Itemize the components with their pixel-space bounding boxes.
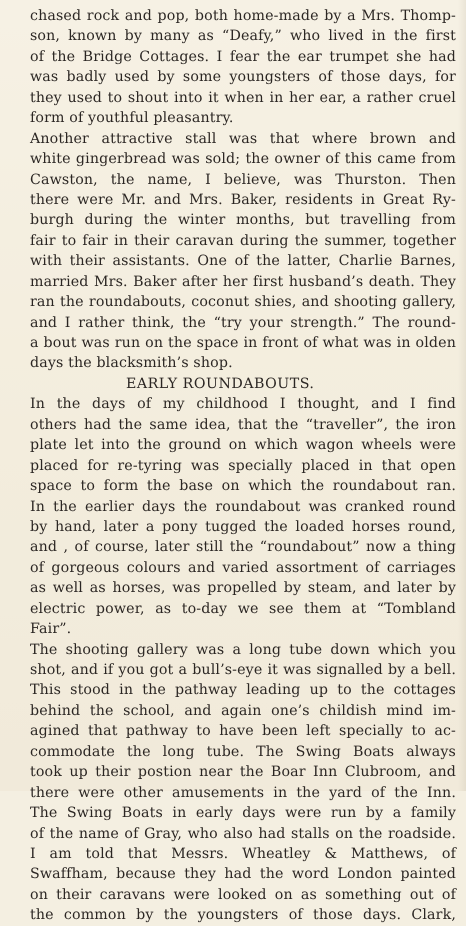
- text-line: of gorgeous colours and varied assortment of carriages: [30, 559, 456, 576]
- text-line: of the Bridge Cottages. I fear the ear trumpet she had: [30, 48, 456, 65]
- text-line: Fair”.: [30, 621, 72, 638]
- text-line: there were other amusements in the yard of the Inn.: [30, 784, 456, 801]
- text-line: and , of course, later still the “roundabout” now a thing: [30, 539, 456, 556]
- text-line: others had the same idea, that the “traveller”, the iron: [30, 416, 456, 433]
- text-line: The Swing Boats in early days were run by a family: [30, 805, 456, 822]
- text-line: and I rather think, the “try your strength.” The round-: [30, 314, 456, 331]
- text-line: of the name of Gray, who also had stalls on the roadside.: [30, 825, 456, 842]
- text-line: the common by the youngsters of those days. Clark,: [30, 907, 456, 924]
- text-line: fair to fair in their caravan during the summer, together: [30, 232, 456, 249]
- text-line: Another attractive stall was that where brown and: [30, 130, 456, 147]
- text-line: agined that pathway to have been left specially to ac-: [30, 723, 456, 740]
- text-line: they used to shout into it when in her ear, a rather cruel: [30, 89, 456, 106]
- body-text: [30, 6, 456, 926]
- text-line: commodate the long tube. The Swing Boats always: [30, 743, 456, 760]
- text-line: there were Mr. and Mrs. Baker, residents in Great Ry-: [30, 191, 456, 208]
- text-line: shot, and if you got a bull’s-eye it was signalled by a bell.: [30, 662, 456, 678]
- text-line: placed for re-tyring was specially placed in that open: [30, 457, 456, 474]
- text-line: Swaffham, because they had the word London painted: [30, 866, 456, 883]
- text-line: burgh during the winter months, but travelling from: [30, 212, 456, 229]
- text-line: behind the school, and again one’s childish mind im-: [30, 702, 456, 719]
- text-line: son, known by many as “Deafy,” who lived in the first: [30, 28, 456, 45]
- text-line: chased rock and pop, both home-made by a Mrs. Thomp-: [30, 8, 456, 24]
- text-line: electric power, as to-day we see them at “Tombland: [30, 600, 456, 617]
- text-line: as well as horses, was propelled by steam, and later by: [30, 580, 456, 597]
- text-line: ran the roundabouts, coconut shies, and shooting gallery,: [30, 294, 456, 311]
- text-line: plate let into the ground on which wagon wheels were: [30, 437, 456, 454]
- text-line: In the earlier days the roundabout was cranked round: [30, 498, 456, 515]
- text-line: space to form the base on which the roundabout ran.: [30, 478, 456, 495]
- text-line: married Mrs. Baker after her first husband’s death. They: [30, 273, 456, 290]
- text-line: a bout was run on the space in front of what was in olden: [30, 335, 456, 351]
- text-line: by hand, later a pony tugged the loaded horses round,: [30, 518, 456, 535]
- text-line: on their caravans were looked on as something out of: [30, 886, 456, 903]
- text-line: This stood in the pathway leading up to the cottages: [30, 682, 456, 699]
- text-line: The shooting gallery was a long tube down which you: [30, 641, 456, 658]
- text-line: I am told that Messrs. Wheatley & Matthews, of: [30, 845, 456, 862]
- section-heading: EARLY ROUNDABOUTS.: [126, 375, 315, 392]
- text-line: with their assistants. One of the latter, Charlie Barnes,: [30, 253, 456, 270]
- text-line: took up their postion near the Boar Inn Clubroom, and: [30, 764, 456, 781]
- text-line: form of youthful pleasantry.: [30, 110, 234, 127]
- page-edge-shadow: [458, 0, 466, 791]
- text-line: white gingerbread was sold; the owner of this came from: [30, 151, 456, 168]
- text-line: days the blacksmith’s shop.: [30, 355, 233, 372]
- text-line: In the days of my childhood I thought, and I find: [30, 396, 456, 413]
- text-line: Cawston, the name, I believe, was Thurston. Then: [30, 171, 456, 188]
- text-line: was badly used by some youngsters of those days, for: [30, 69, 456, 86]
